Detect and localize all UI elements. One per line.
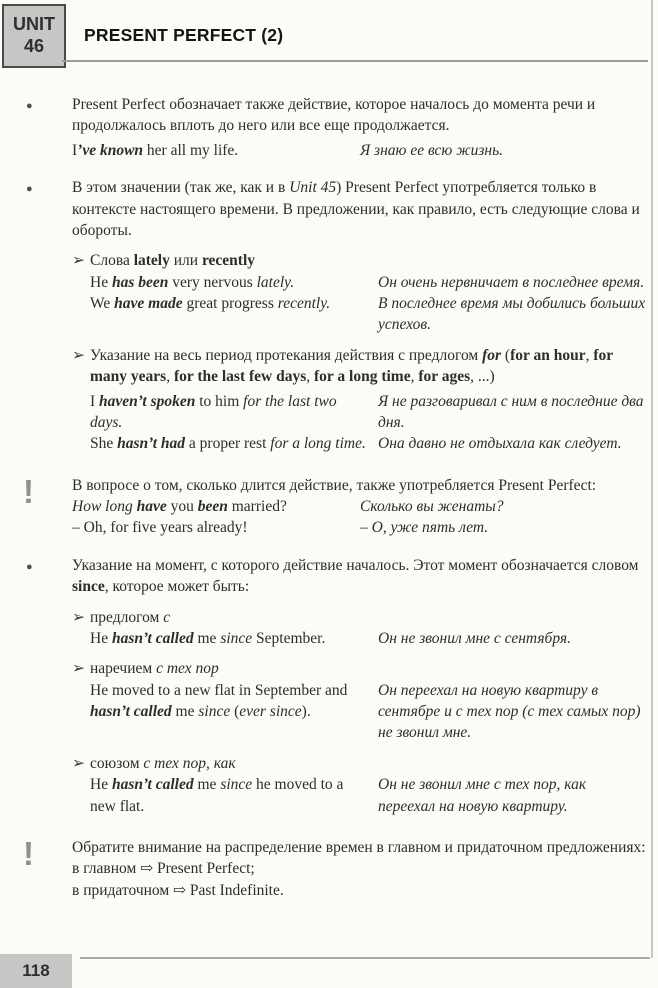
example-english: She hasn’t had a proper rest for a long time. [90, 435, 366, 453]
note-line-main-clause: в главном ⇨ Present Perfect; [72, 860, 255, 878]
example-english: We have made great progress recently. [90, 295, 331, 312]
example-russian: В последнее время мы добились больших успехов. [378, 295, 646, 334]
rule-text: Указание на момент, с которого действие началось. Этот момент обозначается словом since, которое может быть: [72, 556, 639, 596]
page-number: 118 [22, 961, 50, 981]
unit-label: UNIT [13, 14, 55, 35]
example-english: He hasn’t called me since September. [90, 629, 326, 647]
example-russian: Сколько вы женаты? [360, 498, 504, 515]
rule-text: В этом значении (так же, как и в Unit 45) Present Perfect употребляется только в контексте настоящего времени. В предложении, как правило, есть следующие слова и обороты. [72, 179, 640, 239]
page-header [0, 0, 658, 84]
list-item-since-adverb [72, 658, 646, 744]
example-row [90, 293, 646, 336]
list-item-since-preposition [72, 607, 646, 650]
header-divider [62, 60, 648, 62]
example-russian: Он переехал на новую квартиру в сентябре и с тех пор (с тех самых пор) не звонил мне. [378, 681, 641, 742]
example-row [90, 272, 646, 293]
example-russian: Она давно не отдыхала как следует. [378, 435, 622, 453]
example-row [90, 433, 646, 454]
example-english: – Oh, for five years already! [72, 519, 248, 537]
arrowhead-icon: ➢ [72, 346, 85, 364]
item-label: союзом с тех пор, как [90, 754, 236, 772]
example-english: I haven’t spoken to him for the last two days. [90, 392, 337, 431]
rule-text: Present Perfect обозначает также действие, которое началось до момента речи и продолжалось вплоть до него или все еще продолжается. [72, 96, 596, 135]
footer-divider [80, 957, 650, 959]
arrowhead-icon: ➢ [72, 608, 85, 626]
example-english: I’ve known her all my life. [72, 141, 239, 159]
bullet-icon: ● [26, 560, 33, 573]
list-item-for-phrases [72, 345, 646, 455]
example-russian: Я не разговаривал с ним в последние два дня. [378, 392, 644, 431]
arrowhead-icon: ➢ [72, 660, 85, 678]
note-text: В вопросе о том, сколько длится действие, также употребляется Present Perfect: [72, 476, 597, 494]
example-russian: Он не звонил мне с тех пор, как переехал на новую квартиру. [378, 776, 587, 815]
example-row [90, 680, 646, 744]
example-russian: Он очень нервничает в последнее время. [378, 273, 645, 291]
bullet-icon: ● [26, 183, 33, 196]
page-edge-line [651, 0, 653, 958]
example-english: He has been very nervous lately. [90, 273, 295, 291]
item-label: предлогом с [90, 608, 171, 626]
section-context-words [0, 177, 658, 455]
example-russian: Я знаю ее всю жизнь. [360, 141, 504, 159]
example-russian: – О, уже пять лет. [360, 519, 489, 537]
section-since [0, 555, 658, 817]
example-row [90, 391, 646, 434]
item-label: наречием с тех пор [90, 660, 219, 678]
example-english: He hasn’t called me since he moved to a new flat. [90, 776, 344, 815]
example-row [72, 140, 646, 161]
page-number-box [0, 954, 72, 988]
item-label: Слова lately или recently [90, 252, 256, 270]
note-tense-distribution [0, 834, 658, 901]
exclamation-icon: ! [23, 472, 34, 510]
example-row [90, 628, 646, 649]
note-how-long [0, 472, 658, 539]
arrowhead-icon: ➢ [72, 754, 85, 772]
example-english: How long have you been married? [72, 498, 287, 515]
item-label: Указание на весь период протекания действия с предлогом for (for an hour, for many years, for the last few days, for a long time, for ages, ...) [90, 346, 613, 386]
section-meaning [0, 94, 658, 161]
list-item-lately-recently [72, 250, 646, 336]
list-item-since-conjunction [72, 753, 646, 817]
note-line-subordinate-clause: в придаточном ⇨ Past Indefinite. [72, 881, 284, 899]
example-english: He moved to a new flat in September and hasn’t called me since (ever since). [90, 681, 348, 720]
example-row [72, 517, 646, 538]
unit-number: 46 [23, 36, 45, 56]
note-text: Обратите внимание на распределение времен в главном и придаточном предложениях: [72, 838, 646, 856]
example-row [90, 774, 646, 817]
bullet-icon: ● [26, 100, 33, 112]
example-row [72, 496, 646, 517]
arrowhead-icon: ➢ [72, 252, 85, 270]
page-title: PRESENT PERFECT (2) [84, 25, 284, 45]
exclamation-icon: ! [23, 834, 34, 872]
example-russian: Он не звонил мне с сентября. [378, 629, 571, 647]
unit-number-box [2, 4, 66, 68]
